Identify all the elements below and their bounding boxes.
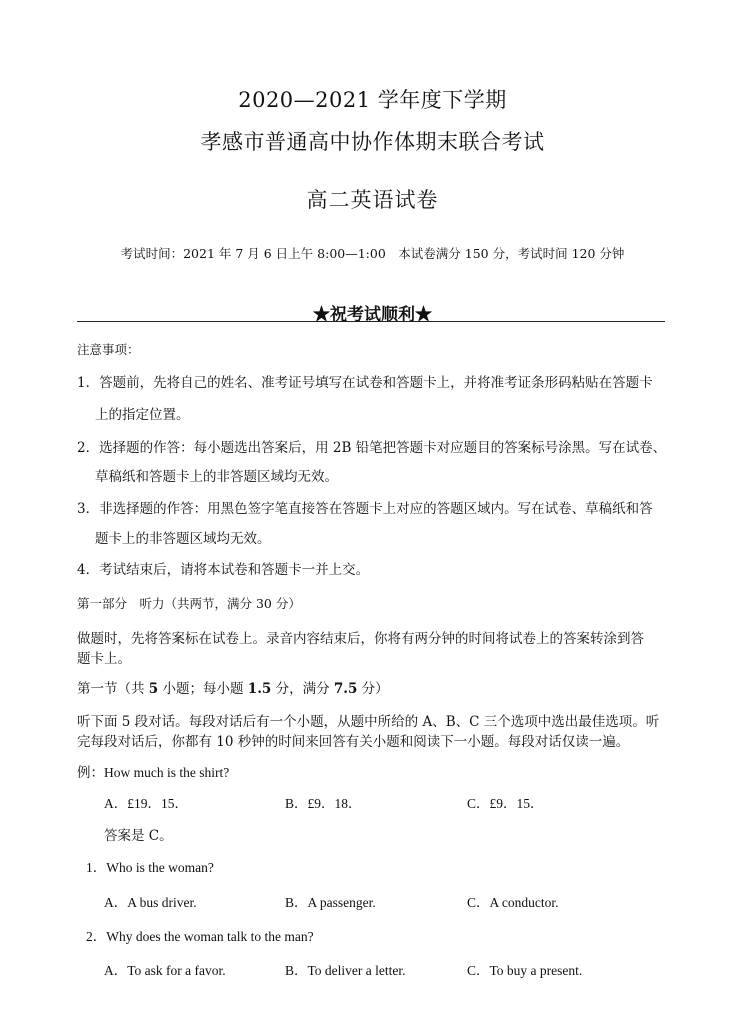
example-answer: 答案是 C。 — [104, 828, 173, 844]
question-number: 2． — [86, 929, 107, 944]
note-text: 非选择题的作答：用黑色签字笔直接答在答题卡上对应的答题区域内。写在试卷、草稿纸和答 — [99, 501, 653, 517]
note-item-1 — [77, 371, 653, 391]
divider-line — [77, 321, 665, 322]
question-2-option-b: B．To deliver a letter. — [285, 963, 406, 978]
note-number: 2． — [77, 440, 100, 456]
exam-info: 考试时间：2021 年 7 月 6 日上午 8:00—1:00 本试卷满分 150 分，考试时间 120 分钟 — [120, 246, 625, 261]
note-item-2 — [77, 436, 666, 456]
question-text: Who is the woman? — [106, 860, 214, 875]
title-subject: 高二英语试卷 — [306, 188, 439, 212]
example-text: How much is the shirt? — [104, 765, 230, 780]
section1-heading: 第一节（共 5 小题；每小题 1.5 分，满分 7.5 分） — [77, 681, 389, 697]
section1-instruction-cont: 完每段对话后，你都有 10 秒钟的时间来回答有关小题和阅读下一小题。每段对话仅读一遍。 — [77, 734, 630, 750]
example-question — [77, 761, 229, 781]
note-number: 3． — [77, 501, 100, 517]
note-item-2-cont: 草稿纸和答题卡上的非答题区域均无效。 — [95, 469, 338, 485]
part1-instruction: 做题时，先将答案标在试卷上。录音内容结束后，你将有两分钟的时间将试卷上的答案转涂到答 — [77, 631, 644, 647]
note-item-3 — [77, 497, 653, 517]
note-text: 考试结束后，请将本试卷和答题卡一并上交。 — [99, 562, 370, 578]
part1-instruction-cont: 题卡上。 — [77, 651, 131, 667]
note-item-1-cont: 上的指定位置。 — [95, 407, 190, 423]
question-2 — [86, 925, 314, 945]
question-text: Why does the woman talk to the man? — [106, 929, 314, 944]
question-2-option-a: A．To ask for a favor. — [104, 963, 226, 978]
example-label: 例： — [77, 765, 104, 780]
question-1-option-b: B．A passenger. — [285, 895, 376, 910]
note-item-4 — [77, 558, 369, 578]
example-option-c: C．£9．15． — [467, 796, 544, 811]
note-text: 选择题的作答：每小题选出答案后，用 2B 铅笔把答题卡对应题目的答案标号涂黑。写在试卷、 — [99, 440, 667, 456]
note-number: 1． — [77, 375, 100, 391]
example-option-a: A．£19．15． — [104, 796, 188, 811]
part1-heading: 第一部分 听力（共两节，满分 30 分） — [77, 596, 301, 611]
notes-title: 注意事项： — [77, 342, 140, 357]
question-1 — [86, 856, 214, 876]
note-text: 答题前，先将自己的姓名、准考证号填写在试卷和答题卡上，并将准考证条形码粘贴在答题卡 — [99, 375, 653, 391]
section1-instruction: 听下面 5 段对话。每段对话后有一个小题，从题中所给的 A、B、C 三个选项中选出最佳选项。听 — [77, 714, 660, 730]
question-1-option-a: A．A bus driver. — [104, 895, 197, 910]
example-option-b: B．£9．18． — [285, 796, 362, 811]
title-year: 2020—2021 学年度下学期 — [238, 88, 507, 112]
question-1-option-c: C．A conductor. — [467, 895, 559, 910]
note-item-3-cont: 题卡上的非答题区域均无效。 — [95, 531, 271, 547]
question-number: 1． — [86, 860, 107, 875]
title-exam-name: 孝感市普通高中协作体期末联合考试 — [200, 130, 545, 154]
good-luck-banner: ★祝考试顺利★ — [313, 305, 432, 325]
question-2-option-c: C．To buy a present. — [467, 963, 583, 978]
note-number: 4． — [77, 562, 100, 578]
